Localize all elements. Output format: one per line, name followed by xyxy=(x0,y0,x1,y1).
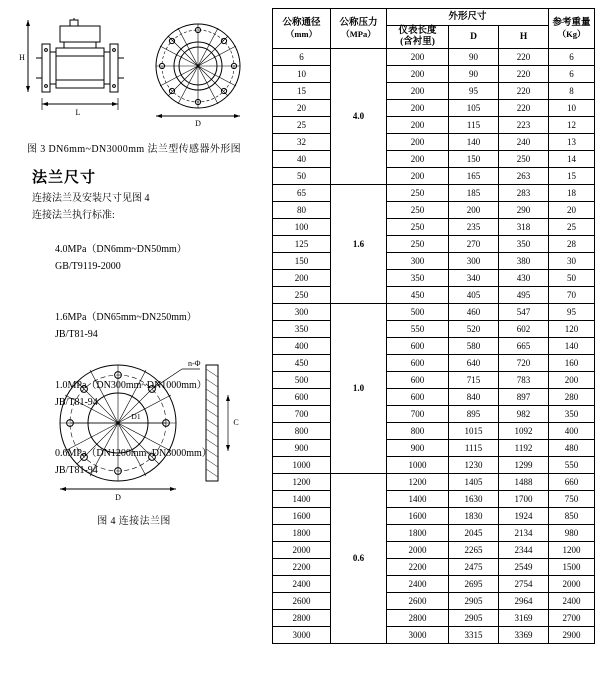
cell-nominal-diameter: 6 xyxy=(273,49,331,66)
cell-D: 105 xyxy=(449,100,499,117)
cell-nominal-diameter: 10 xyxy=(273,66,331,83)
cell-H: 547 xyxy=(499,304,549,321)
cell-weight: 15 xyxy=(549,168,595,185)
cell-D: 715 xyxy=(449,372,499,389)
table-row xyxy=(273,491,595,508)
cell-H: 250 xyxy=(499,151,549,168)
table-row xyxy=(273,304,595,321)
figure-3-caption: 图 3 DN6mm~DN3000mm 法兰型传感器外形图 xyxy=(26,144,242,155)
cell-instrument-length: 3000 xyxy=(387,627,449,644)
cell-nominal-pressure: 1.0 xyxy=(331,304,387,474)
cell-nominal-diameter: 2400 xyxy=(273,576,331,593)
cell-nominal-pressure: 4.0 xyxy=(331,49,387,185)
cell-D: 405 xyxy=(449,287,499,304)
cell-nominal-diameter: 20 xyxy=(273,100,331,117)
cell-instrument-length: 300 xyxy=(387,253,449,270)
header-nominal-pressure xyxy=(331,9,387,49)
cell-H: 720 xyxy=(499,355,549,372)
figure-3-label-H: H xyxy=(19,53,25,62)
table-row xyxy=(273,610,595,627)
cell-D: 165 xyxy=(449,168,499,185)
cell-H: 2134 xyxy=(499,525,549,542)
cell-D: 2045 xyxy=(449,525,499,542)
cell-instrument-length: 200 xyxy=(387,134,449,151)
cell-instrument-length: 2400 xyxy=(387,576,449,593)
cell-nominal-diameter: 800 xyxy=(273,423,331,440)
cell-weight: 18 xyxy=(549,185,595,202)
cell-weight: 70 xyxy=(549,287,595,304)
cell-weight: 750 xyxy=(549,491,595,508)
table-row xyxy=(273,627,595,644)
cell-instrument-length: 600 xyxy=(387,338,449,355)
cell-weight: 280 xyxy=(549,389,595,406)
table-row xyxy=(273,389,595,406)
cell-D: 140 xyxy=(449,134,499,151)
specification-table xyxy=(272,8,595,644)
cell-weight: 30 xyxy=(549,253,595,270)
cell-weight: 120 xyxy=(549,321,595,338)
table-row xyxy=(273,83,595,100)
cell-H: 220 xyxy=(499,83,549,100)
figure-4-label-C: C xyxy=(233,418,239,427)
cell-nominal-diameter: 1200 xyxy=(273,474,331,491)
cell-weight: 6 xyxy=(549,66,595,83)
cell-D: 2475 xyxy=(449,559,499,576)
cell-D: 1830 xyxy=(449,508,499,525)
table-row xyxy=(273,151,595,168)
cell-nominal-diameter: 2200 xyxy=(273,559,331,576)
cell-instrument-length: 600 xyxy=(387,372,449,389)
cell-D: 1115 xyxy=(449,440,499,457)
table-header-row-1 xyxy=(273,9,595,26)
cell-nominal-diameter: 80 xyxy=(273,202,331,219)
cell-D: 2905 xyxy=(449,593,499,610)
cell-nominal-diameter: 100 xyxy=(273,219,331,236)
table-row xyxy=(273,168,595,185)
cell-instrument-length: 1600 xyxy=(387,508,449,525)
cell-nominal-diameter: 1600 xyxy=(273,508,331,525)
cell-D: 95 xyxy=(449,83,499,100)
cell-instrument-length: 550 xyxy=(387,321,449,338)
cell-H: 220 xyxy=(499,66,549,83)
table-row xyxy=(273,117,595,134)
table-row xyxy=(273,372,595,389)
cell-instrument-length: 2600 xyxy=(387,593,449,610)
cell-H: 223 xyxy=(499,117,549,134)
cell-H: 430 xyxy=(499,270,549,287)
cell-instrument-length: 2800 xyxy=(387,610,449,627)
cell-weight: 12 xyxy=(549,117,595,134)
cell-nominal-diameter: 15 xyxy=(273,83,331,100)
cell-weight: 1200 xyxy=(549,542,595,559)
cell-D: 2265 xyxy=(449,542,499,559)
cell-instrument-length: 800 xyxy=(387,423,449,440)
cell-instrument-length: 200 xyxy=(387,117,449,134)
cell-instrument-length: 250 xyxy=(387,202,449,219)
cell-nominal-diameter: 2000 xyxy=(273,542,331,559)
cell-weight: 2400 xyxy=(549,593,595,610)
left-figure-column xyxy=(0,0,268,689)
cell-D: 115 xyxy=(449,117,499,134)
table-row xyxy=(273,576,595,593)
cell-H: 602 xyxy=(499,321,549,338)
cell-nominal-diameter: 2800 xyxy=(273,610,331,627)
cell-H: 318 xyxy=(499,219,549,236)
cell-instrument-length: 200 xyxy=(387,168,449,185)
table-row xyxy=(273,406,595,423)
header-H: H xyxy=(499,26,549,49)
cell-H: 1092 xyxy=(499,423,549,440)
table-row xyxy=(273,270,595,287)
cell-instrument-length: 500 xyxy=(387,304,449,321)
table-body xyxy=(273,49,595,644)
cell-nominal-diameter: 900 xyxy=(273,440,331,457)
standard-code-3: JB/T81-94 xyxy=(55,465,98,476)
cell-D: 200 xyxy=(449,202,499,219)
cell-weight: 550 xyxy=(549,457,595,474)
figure-4-label-D1: D1 xyxy=(131,412,141,421)
table-row xyxy=(273,253,595,270)
cell-H: 1192 xyxy=(499,440,549,457)
cell-weight: 400 xyxy=(549,423,595,440)
cell-nominal-pressure: 0.6 xyxy=(331,474,387,644)
cell-nominal-diameter: 700 xyxy=(273,406,331,423)
standard-row-0 xyxy=(32,224,262,292)
cell-nominal-diameter: 400 xyxy=(273,338,331,355)
cell-H: 240 xyxy=(499,134,549,151)
table-row xyxy=(273,100,595,117)
cell-weight: 14 xyxy=(549,151,595,168)
cell-H: 897 xyxy=(499,389,549,406)
cell-weight: 850 xyxy=(549,508,595,525)
cell-instrument-length: 200 xyxy=(387,100,449,117)
cell-nominal-diameter: 2600 xyxy=(273,593,331,610)
cell-D: 185 xyxy=(449,185,499,202)
cell-H: 1299 xyxy=(499,457,549,474)
table-row xyxy=(273,593,595,610)
header-D: D xyxy=(449,26,499,49)
cell-weight: 20 xyxy=(549,202,595,219)
header-instrument-length-sub: (含衬里) xyxy=(400,37,435,47)
cell-instrument-length: 200 xyxy=(387,83,449,100)
cell-D: 270 xyxy=(449,236,499,253)
cell-weight: 95 xyxy=(549,304,595,321)
cell-D: 3315 xyxy=(449,627,499,644)
standard-code-1: JB/T81-94 xyxy=(55,329,98,340)
table-row xyxy=(273,559,595,576)
cell-nominal-diameter: 350 xyxy=(273,321,331,338)
cell-D: 340 xyxy=(449,270,499,287)
header-weight xyxy=(549,9,595,49)
cell-H: 380 xyxy=(499,253,549,270)
cell-weight: 160 xyxy=(549,355,595,372)
cell-H: 3369 xyxy=(499,627,549,644)
cell-nominal-pressure: 1.6 xyxy=(331,185,387,304)
cell-H: 290 xyxy=(499,202,549,219)
cell-weight: 200 xyxy=(549,372,595,389)
cell-instrument-length: 200 xyxy=(387,49,449,66)
cell-D: 520 xyxy=(449,321,499,338)
table-header xyxy=(273,9,595,49)
cell-nominal-diameter: 32 xyxy=(273,134,331,151)
header-nominal-pressure-unit: （MPa） xyxy=(341,28,376,39)
cell-weight: 140 xyxy=(549,338,595,355)
figure-4-label-D: D xyxy=(115,493,121,502)
cell-weight: 6 xyxy=(549,49,595,66)
header-nominal-diameter-unit: （mm） xyxy=(285,28,318,39)
table-row xyxy=(273,134,595,151)
cell-H: 2344 xyxy=(499,542,549,559)
figure-3-label-L: L xyxy=(75,108,81,117)
cell-D: 895 xyxy=(449,406,499,423)
table-row xyxy=(273,219,595,236)
cell-nominal-diameter: 1000 xyxy=(273,457,331,474)
cell-nominal-diameter: 150 xyxy=(273,253,331,270)
cell-nominal-diameter: 1400 xyxy=(273,491,331,508)
table-row xyxy=(273,525,595,542)
cell-instrument-length: 1800 xyxy=(387,525,449,542)
cell-nominal-diameter: 300 xyxy=(273,304,331,321)
figure-3-label-D: D xyxy=(195,119,201,128)
cell-H: 783 xyxy=(499,372,549,389)
cell-H: 3169 xyxy=(499,610,549,627)
header-weight-unit: （Kg） xyxy=(557,28,586,39)
table-row xyxy=(273,49,595,66)
cell-H: 263 xyxy=(499,168,549,185)
cell-instrument-length: 1000 xyxy=(387,457,449,474)
table-row xyxy=(273,185,595,202)
cell-weight: 2700 xyxy=(549,610,595,627)
cell-nominal-diameter: 450 xyxy=(273,355,331,372)
cell-instrument-length: 600 xyxy=(387,355,449,372)
cell-D: 300 xyxy=(449,253,499,270)
cell-nominal-diameter: 125 xyxy=(273,236,331,253)
table-row xyxy=(273,508,595,525)
cell-H: 2754 xyxy=(499,576,549,593)
table-row xyxy=(273,457,595,474)
cell-nominal-diameter: 50 xyxy=(273,168,331,185)
section-title-flange-size: 法兰尺寸 xyxy=(32,170,97,186)
cell-H: 1700 xyxy=(499,491,549,508)
table-row xyxy=(273,542,595,559)
cell-nominal-diameter: 65 xyxy=(273,185,331,202)
cell-D: 150 xyxy=(449,151,499,168)
cell-H: 2549 xyxy=(499,559,549,576)
cell-H: 495 xyxy=(499,287,549,304)
cell-weight: 2900 xyxy=(549,627,595,644)
cell-H: 1924 xyxy=(499,508,549,525)
cell-instrument-length: 250 xyxy=(387,236,449,253)
cell-instrument-length: 250 xyxy=(387,219,449,236)
cell-H: 982 xyxy=(499,406,549,423)
cell-D: 2905 xyxy=(449,610,499,627)
cell-D: 580 xyxy=(449,338,499,355)
cell-H: 2964 xyxy=(499,593,549,610)
header-nominal-pressure-label: 公称压力 xyxy=(339,17,378,28)
cell-instrument-length: 2200 xyxy=(387,559,449,576)
cell-D: 460 xyxy=(449,304,499,321)
cell-D: 90 xyxy=(449,66,499,83)
cell-nominal-diameter: 500 xyxy=(273,372,331,389)
cell-D: 640 xyxy=(449,355,499,372)
table-row xyxy=(273,440,595,457)
cell-instrument-length: 350 xyxy=(387,270,449,287)
cell-instrument-length: 200 xyxy=(387,66,449,83)
cell-H: 1488 xyxy=(499,474,549,491)
cell-D: 1630 xyxy=(449,491,499,508)
header-instrument-length xyxy=(387,26,449,49)
table-row xyxy=(273,423,595,440)
cell-H: 350 xyxy=(499,236,549,253)
cell-instrument-length: 450 xyxy=(387,287,449,304)
table-row xyxy=(273,338,595,355)
cell-weight: 50 xyxy=(549,270,595,287)
cell-nominal-diameter: 600 xyxy=(273,389,331,406)
standard-code-2: JB/T81-94 xyxy=(55,397,98,408)
cell-D: 235 xyxy=(449,219,499,236)
cell-nominal-diameter: 200 xyxy=(273,270,331,287)
cell-instrument-length: 200 xyxy=(387,151,449,168)
cell-weight: 1500 xyxy=(549,559,595,576)
header-nominal-diameter-label: 公称通径 xyxy=(282,17,321,28)
cell-instrument-length: 1400 xyxy=(387,491,449,508)
figure-3-sensor-outline-drawing xyxy=(8,18,260,128)
cell-weight: 28 xyxy=(549,236,595,253)
header-nominal-diameter xyxy=(273,9,331,49)
figure-4-label-n-phi: n-Φ xyxy=(188,359,201,368)
cell-instrument-length: 900 xyxy=(387,440,449,457)
cell-H: 220 xyxy=(499,49,549,66)
header-instrument-length-label: 仪表长度 xyxy=(398,26,437,36)
cell-weight: 13 xyxy=(549,134,595,151)
cell-weight: 8 xyxy=(549,83,595,100)
cell-nominal-diameter: 40 xyxy=(273,151,331,168)
table-row xyxy=(273,355,595,372)
table-row xyxy=(273,287,595,304)
table-row xyxy=(273,236,595,253)
table-row xyxy=(273,474,595,491)
cell-weight: 980 xyxy=(549,525,595,542)
cell-instrument-length: 2000 xyxy=(387,542,449,559)
table-row xyxy=(273,202,595,219)
cell-weight: 10 xyxy=(549,100,595,117)
standard-row-1 xyxy=(32,292,262,360)
section-line-2: 连接法兰执行标准: xyxy=(32,210,115,221)
cell-D: 1405 xyxy=(449,474,499,491)
standard-code-0: GB/T9119-2000 xyxy=(55,261,121,272)
figure-4-connecting-flange-drawing xyxy=(40,355,240,505)
cell-weight: 2000 xyxy=(549,576,595,593)
cell-H: 220 xyxy=(499,100,549,117)
cell-nominal-diameter: 3000 xyxy=(273,627,331,644)
cell-D: 2695 xyxy=(449,576,499,593)
cell-instrument-length: 1200 xyxy=(387,474,449,491)
cell-nominal-diameter: 25 xyxy=(273,117,331,134)
cell-instrument-length: 250 xyxy=(387,185,449,202)
cell-D: 1015 xyxy=(449,423,499,440)
cell-instrument-length: 700 xyxy=(387,406,449,423)
cell-D: 840 xyxy=(449,389,499,406)
cell-weight: 25 xyxy=(549,219,595,236)
cell-weight: 350 xyxy=(549,406,595,423)
cell-nominal-diameter: 250 xyxy=(273,287,331,304)
standard-range-2: 1.0MPa（DN300mm~DN1000mm） xyxy=(55,380,207,391)
cell-weight: 660 xyxy=(549,474,595,491)
cell-instrument-length: 600 xyxy=(387,389,449,406)
cell-D: 90 xyxy=(449,49,499,66)
cell-H: 665 xyxy=(499,338,549,355)
table-row xyxy=(273,321,595,338)
cell-H: 283 xyxy=(499,185,549,202)
section-line-1: 连接法兰及安装尺寸见图 4 xyxy=(32,193,150,204)
header-outline-size: 外形尺寸 xyxy=(387,9,549,26)
table-row xyxy=(273,66,595,83)
cell-nominal-diameter: 1800 xyxy=(273,525,331,542)
specification-table-wrapper xyxy=(272,8,594,644)
cell-weight: 480 xyxy=(549,440,595,457)
standard-range-1: 1.6MPa（DN65mm~DN250mm） xyxy=(55,312,197,323)
figure-4-caption: 图 4 连接法兰图 xyxy=(97,516,171,527)
standard-range-3: 0.6MPa（DN1200mm~DN3000mm） xyxy=(55,448,212,459)
standard-range-0: 4.0MPa（DN6mm~DN50mm） xyxy=(55,244,187,255)
cell-D: 1230 xyxy=(449,457,499,474)
header-weight-label: 参考重量 xyxy=(552,17,591,28)
